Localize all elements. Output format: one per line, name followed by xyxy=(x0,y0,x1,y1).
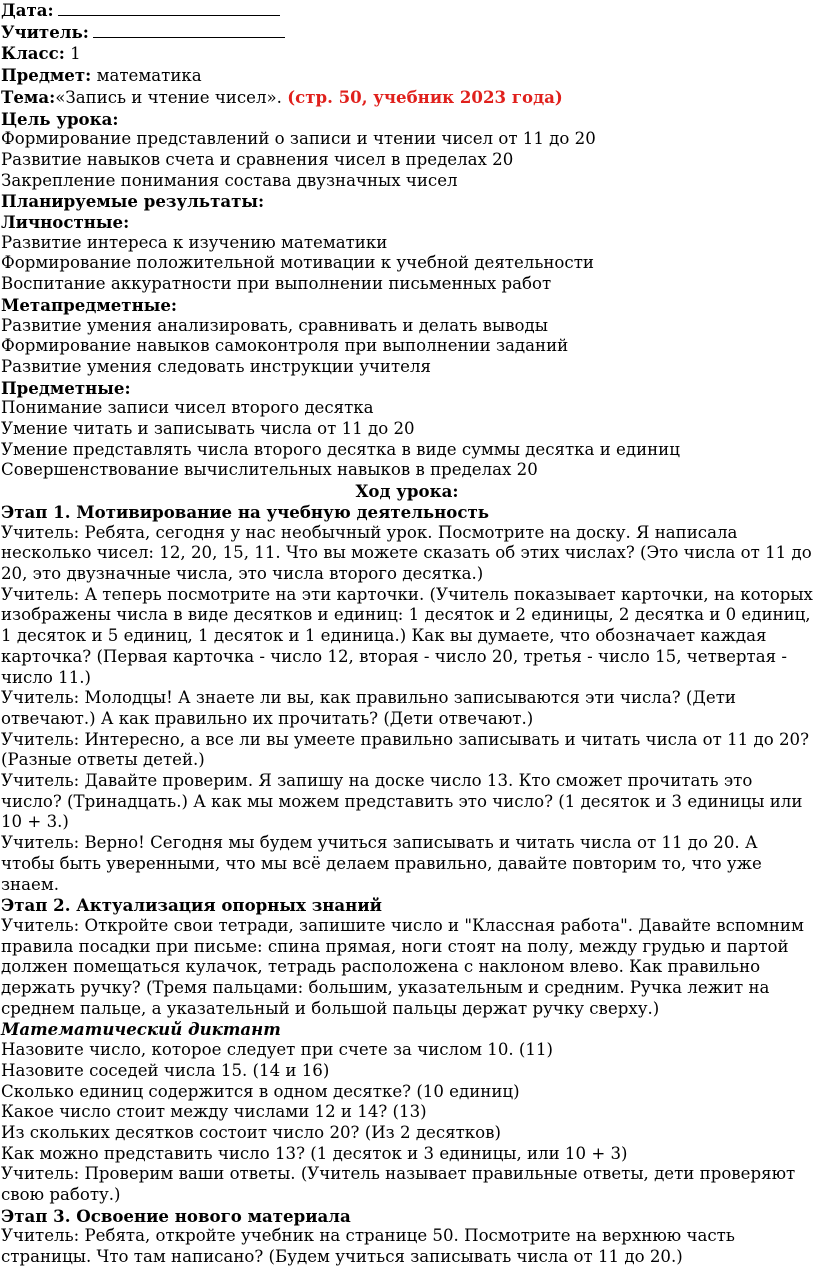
dictation-check-paragraph: Учитель: Проверим ваши ответы. (Учитель называет правильные ответы, дети проверяют свою работу.) xyxy=(1,1164,796,1205)
meta-results-list xyxy=(1,316,813,378)
paragraph: Учитель: Интересно, а все ли вы умеете правильно записывать и читать числа от 11 до 20? (Разные ответы детей.) xyxy=(1,729,809,770)
results-title: Планируемые результаты: xyxy=(1,191,265,212)
list-item: Понимание записи чисел второго десятка xyxy=(1,398,374,418)
list-item: Сколько единиц содержится в одном десятке? (10 единиц) xyxy=(1,1081,520,1101)
list-item: Воспитание аккуратности при выполнении письменных работ xyxy=(1,274,552,294)
personal-results-title: Личностные: xyxy=(1,212,130,233)
dictation-title: Математический диктант xyxy=(1,1019,281,1040)
stage1-title: Этап 1. Мотивирование на учебную деятельность xyxy=(1,501,490,522)
stage2-title: Этап 2. Актуализация опорных знаний xyxy=(1,895,382,916)
list-item: Закрепление понимания состава двузначных чисел xyxy=(1,170,458,190)
paragraph: Учитель: Молодцы! А знаете ли вы, как правильно записываются эти числа? (Дети отвечают.) А как правильно их прочитать? (Дети отвечают.) xyxy=(1,688,736,728)
subject-results-title: Предметные: xyxy=(1,377,131,398)
meta-results-title: Метапредметные: xyxy=(1,294,178,315)
teacher-line xyxy=(1,22,813,44)
list-item: Назовите соседей числа 15. (14 и 16) xyxy=(1,1060,330,1080)
paragraph: Учитель: Откройте свои тетради, запишите число и "Классная работа". Давайте вспомним правила посадки при письме: спина прямая, ноги стоят на полу, между грудью и партой должен помещаться кулачок, тетрадь расположена с наклоном влево. Как правильно держать ручку? (Тремя пальцами: большим, указательным и средним. Ручка лежит на среднем пальце, а указательный и большой пальцы держат ручку сверху.) xyxy=(1,915,804,1018)
list-item: Формирование представлений о записи и чтении чисел от 11 до 20 xyxy=(1,129,596,149)
topic-value: «Запись и чтение чисел». xyxy=(55,87,282,107)
goal-list xyxy=(1,129,813,191)
date-line xyxy=(1,0,813,22)
list-item: Развитие интереса к изучению математики xyxy=(1,232,388,252)
teacher-label: Учитель: xyxy=(1,21,89,42)
teacher-blank[interactable] xyxy=(93,36,285,38)
stage3-title: Этап 3. Освоение нового материала xyxy=(1,1205,351,1226)
goal-title: Цель урока: xyxy=(1,108,119,129)
topic-label: Тема: xyxy=(1,86,56,107)
paragraph: Учитель: Ребята, откройте учебник на странице 50. Посмотрите на верхнюю часть страницы. Что там написано? (Будем учиться записывать числа от 11 до 20.) xyxy=(1,1226,735,1267)
list-item: Развитие умения следовать инструкции учителя xyxy=(1,356,432,376)
list-item: Развитие умения анализировать, сравнивать и делать выводы xyxy=(1,315,548,335)
subject-label: Предмет: xyxy=(1,65,92,86)
paragraph: Учитель: А теперь посмотрите на эти карточки. (Учитель показывает карточки, на которых изображены числа в виде десятков и единиц: 1 десяток и 2 единицы, 2 десятка и 0 единиц, 1 десяток и 5 единиц, 1 десяток и 1 единица.) Как вы думаете, что обозначает каждая карточка? (Первая карточка - число 12, вторая - число 20, третья - число 15, четвертая - число 11.) xyxy=(1,584,813,687)
class-label: Класс: xyxy=(1,43,65,64)
list-item: Как можно представить число 13? (1 десяток и 3 единицы, или 10 + 3) xyxy=(1,1143,628,1163)
dictation-list xyxy=(1,1040,813,1164)
list-item: Умение представлять числа второго десятка в виде суммы десятка и единиц xyxy=(1,439,680,459)
personal-results-list xyxy=(1,233,813,295)
subject-results-list xyxy=(1,398,813,481)
subject-value: математика xyxy=(96,66,202,86)
list-item: Какое число стоит между числами 12 и 14? (13) xyxy=(1,1102,427,1122)
list-item: Из скольких десятков состоит число 20? (Из 2 десятков) xyxy=(1,1122,501,1142)
list-item: Формирование навыков самоконтроля при выполнении заданий xyxy=(1,336,569,356)
paragraph: Учитель: Верно! Сегодня мы будем учиться записывать и читать числа от 11 до 20. А чтобы быть уверенными, что мы всё делаем правильно, давайте повторим то, что уже знаем. xyxy=(1,833,762,894)
topic-reference: (стр. 50, учебник 2023 года) xyxy=(287,86,563,107)
class-line xyxy=(1,43,813,65)
list-item: Совершенствование вычислительных навыков в пределах 20 xyxy=(1,460,538,480)
list-item: Развитие навыков счета и сравнения чисел в пределах 20 xyxy=(1,149,514,169)
class-value: 1 xyxy=(70,44,81,64)
date-label: Дата: xyxy=(1,0,54,20)
list-item: Формирование положительной мотивации к учебной деятельности xyxy=(1,253,594,273)
topic-line xyxy=(1,87,813,109)
paragraph: Учитель: Ребята, сегодня у нас необычный урок. Посмотрите на доску. Я написала несколько чисел: 12, 20, 15, 11. Что вы можете сказать об этих числах? (Это числа от 11 до 20, это двузначные числа, это числа второго десятка.) xyxy=(1,522,812,583)
course-title: Ход урока: xyxy=(355,481,459,502)
list-item: Назовите число, которое следует при счете за числом 10. (11) xyxy=(1,1040,553,1060)
paragraph: Учитель: Давайте проверим. Я запишу на доске число 13. Кто сможет прочитать это число? (Тринадцать.) А как мы можем представить это число? (1 десяток и 3 единицы или 10 + 3.) xyxy=(1,771,803,832)
list-item: Умение читать и записывать числа от 11 до 20 xyxy=(1,419,415,439)
date-blank[interactable] xyxy=(58,14,280,16)
subject-line xyxy=(1,65,813,87)
